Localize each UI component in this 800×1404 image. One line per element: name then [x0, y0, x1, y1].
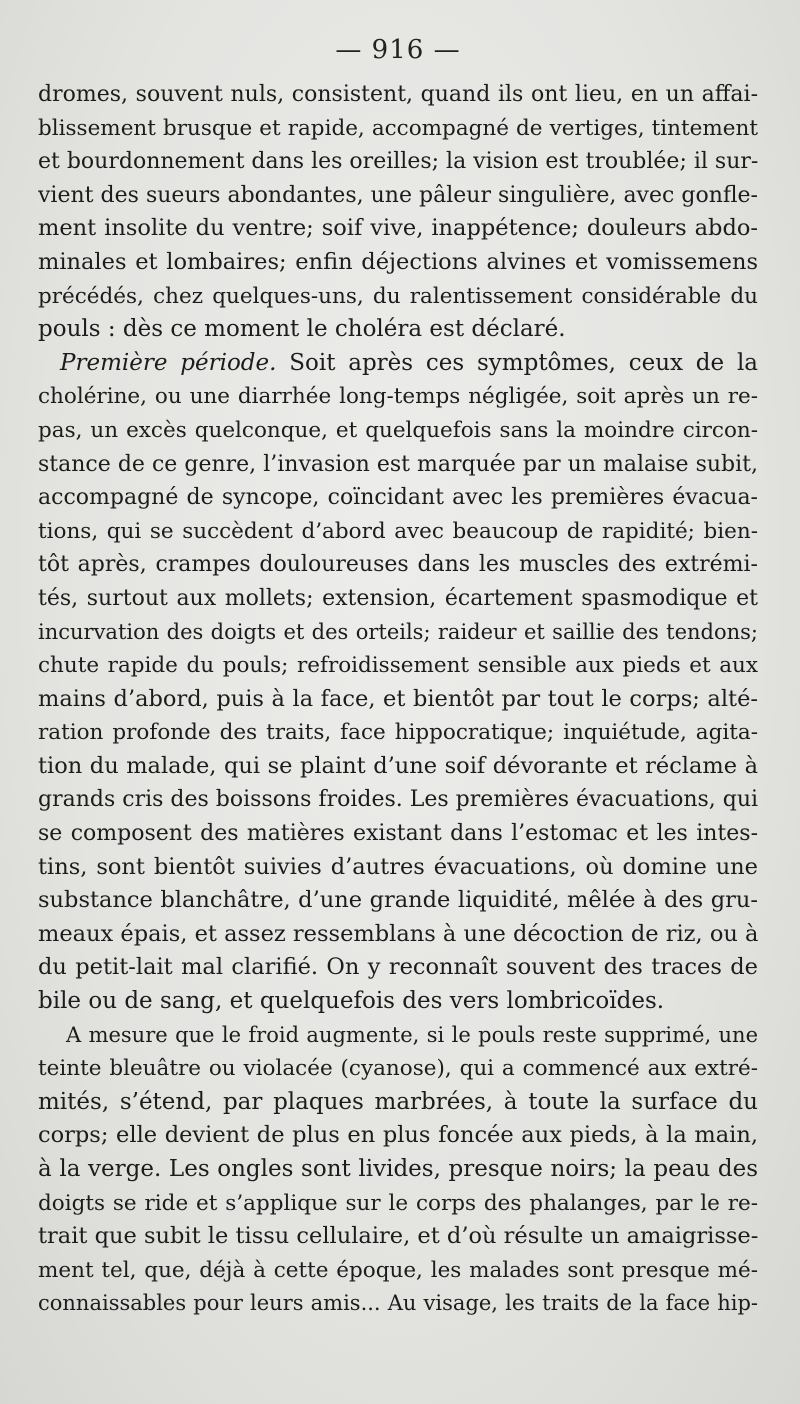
text-line — [38, 515, 758, 549]
text-segment: dromes, souvent nuls, consistent, quand ils ont lieu, en un affai- — [38, 82, 758, 107]
body-text — [38, 78, 758, 1321]
text-line — [38, 683, 758, 717]
text-line — [38, 985, 758, 1019]
text-line — [38, 548, 758, 582]
text-segment: Soit après ces symptômes, ceux de la — [276, 349, 758, 376]
text-line — [38, 347, 758, 381]
text-segment: se composent des matières existant dans l’estomac et les intes- — [38, 821, 758, 847]
text-segment: accompagné de syncope, coïncidant avec les premières évacua- — [38, 485, 758, 511]
text-segment: ration profonde des traits, face hippocratique; inquiétude, agita- — [38, 720, 758, 746]
text-segment: blissement brusque et rapide, accompagné de vertiges, tintement — [38, 115, 758, 141]
text-segment: ment tel, que, déjà à cette époque, les malades sont presque mé- — [38, 1257, 758, 1283]
text-segment: pas, un excès quelconque, et quelquefois sans la moindre circon- — [38, 417, 758, 443]
text-line — [38, 212, 758, 246]
text-segment: corps; elle devient de plus en plus foncée aux pieds, à la main, — [38, 1122, 758, 1149]
text-segment: pouls : dès ce moment le choléra est déclaré. — [38, 316, 566, 343]
text-segment: cholérine, ou une diarrhée long-temps négligée, soit après un re- — [38, 384, 758, 410]
text-segment: tés, surtout aux mollets; extension, écartement spasmodique et — [38, 585, 758, 611]
text-segment: précédés, chez quelques-uns, du ralentissement considérable du — [38, 283, 758, 309]
text-segment: stance de ce genre, l’invasion est marquée par un malaise subit, — [38, 451, 758, 477]
text-segment: incurvation des doigts et des orteils; raideur et saillie des tendons; — [38, 619, 758, 644]
text-line — [38, 1119, 758, 1153]
text-line — [38, 78, 758, 112]
text-segment: tions, qui se succèdent d’abord avec beaucoup de rapidité; bien- — [38, 518, 758, 544]
text-segment: tion du malade, qui se plaint d’une soif dévorante et réclame à — [38, 752, 758, 779]
text-line — [38, 448, 758, 482]
text-segment: et bourdonnement dans les oreilles; la vision est troublée; il sur- — [38, 149, 758, 175]
text-line — [38, 380, 758, 414]
text-line — [38, 616, 758, 650]
text-line — [38, 414, 758, 448]
text-line — [38, 1153, 758, 1187]
text-segment: meaux épais, et assez ressemblans à une décoction de riz, ou à — [38, 920, 758, 947]
text-line — [38, 851, 758, 885]
text-segment: mains d’abord, puis à la face, et bientôt par tout le corps; alté- — [38, 685, 758, 712]
text-line — [38, 649, 758, 683]
text-line — [38, 582, 758, 616]
text-line — [38, 1019, 758, 1053]
text-segment: à la verge. Les ongles sont livides, presque noirs; la peau des — [38, 1156, 758, 1182]
text-segment: A mesure que le froid augmente, si le pouls reste supprimé, une — [66, 1022, 758, 1047]
text-line — [38, 112, 758, 146]
text-segment: vient des sueurs abondantes, une pâleur singulière, avec gonfle- — [38, 182, 758, 208]
text-segment: doigts se ride et s’applique sur le corps des phalanges, par le re- — [38, 1190, 758, 1216]
text-line — [38, 280, 758, 314]
text-line — [38, 179, 758, 213]
text-line — [38, 884, 758, 918]
text-segment: connaissables pour leurs amis... Au visage, les traits de la face hip- — [38, 1291, 758, 1316]
text-line — [38, 1254, 758, 1288]
text-line — [38, 145, 758, 179]
text-line — [38, 246, 758, 280]
text-line — [38, 951, 758, 985]
text-segment: chute rapide du pouls; refroidissement sensible aux pieds et aux — [38, 653, 758, 679]
text-line — [38, 1287, 758, 1321]
text-segment: grands cris des boissons froides. Les premières évacuations, qui — [38, 787, 758, 813]
text-segment: du petit-lait mal clarifié. On y reconnaît souvent des traces de — [38, 954, 758, 981]
text-line — [38, 1187, 758, 1221]
text-line — [38, 313, 758, 347]
text-line — [38, 817, 758, 851]
section-heading: Première période. — [60, 349, 277, 376]
text-segment: bile ou de sang, et quelquefois des vers lombricoïdes. — [38, 988, 665, 1015]
text-segment: substance blanchâtre, d’une grande liquidité, mêlée à des gru- — [38, 887, 758, 914]
text-segment: tôt après, crampes douloureuses dans les muscles des extrémi- — [38, 552, 758, 578]
page-number: — 916 — — [335, 35, 461, 65]
text-line — [38, 1052, 758, 1086]
text-line — [38, 918, 758, 952]
text-line — [38, 783, 758, 817]
text-line — [38, 1086, 758, 1120]
text-line — [38, 750, 758, 784]
text-segment: ment insolite du ventre; soif vive, inappétence; douleurs abdo- — [38, 215, 758, 242]
text-segment: tins, sont bientôt suivies d’autres évacuations, où domine une — [38, 853, 758, 880]
text-segment: teinte bleuâtre ou violacée (cyanose), qui a commencé aux extré- — [38, 1056, 758, 1082]
text-line — [38, 481, 758, 515]
text-line — [38, 716, 758, 750]
text-segment: minales et lombaires; enfin déjections alvines et vomissemens — [38, 248, 758, 275]
text-segment: mités, s’étend, par plaques marbrées, à toute la surface du — [38, 1088, 758, 1115]
text-line — [38, 1220, 758, 1254]
text-segment: trait que subit le tissu cellulaire, et d’où résulte un amaigrisse- — [38, 1223, 758, 1250]
